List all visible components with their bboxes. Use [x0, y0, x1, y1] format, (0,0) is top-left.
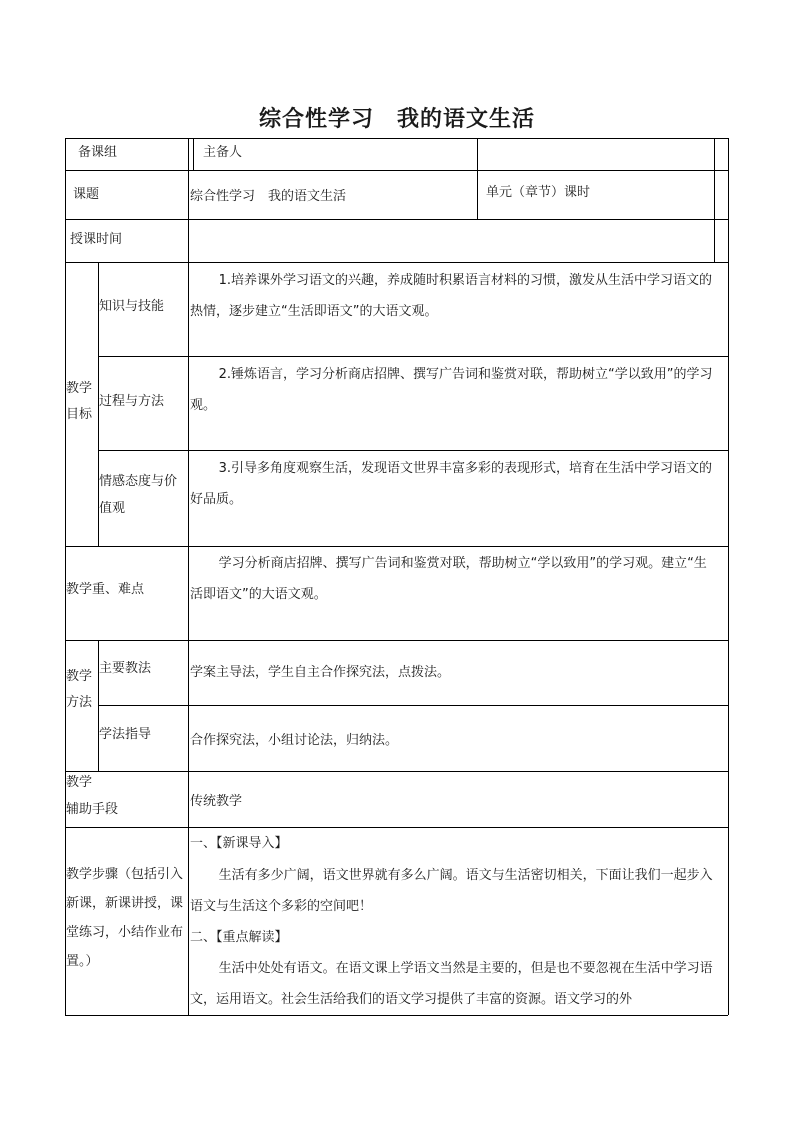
row-divider — [98, 356, 728, 357]
methods-label: 教学 — [66, 669, 93, 684]
steps-label: 教学步骤（包括引入新课，新课讲授，课堂练习，小结作业布置。） — [66, 867, 184, 969]
objective-label-knowledge: 知识与技能 — [99, 299, 165, 314]
col-divider — [714, 138, 715, 262]
time-label: 授课时间 — [70, 232, 123, 247]
objective-text-knowledge: 1.培养课外学习语文的兴趣，养成随时积累语言材料的习惯，激发从生活中学习语文的热情，逐步建立“生活即语文”的大语文观。 — [190, 273, 712, 319]
col-divider — [477, 138, 478, 219]
topic-label: 课题 — [73, 187, 100, 202]
aids-label-2: 辅助手段 — [66, 802, 119, 817]
group-label: 备课组 — [78, 145, 118, 160]
methods-label-2: 方法 — [66, 695, 93, 710]
row-divider — [98, 450, 728, 451]
row-divider — [65, 640, 728, 641]
row-divider — [65, 771, 728, 772]
teaching-method-value: 学案主导法，学生自主合作探究法，点拨法。 — [190, 665, 451, 680]
preparer-label: 主备人 — [203, 145, 243, 160]
page-title: 综合性学习 我的语文生活 — [258, 106, 535, 132]
unit-label: 单元（章节）课时 — [486, 185, 591, 200]
study-method-value: 合作探究法，小组讨论法，归纳法。 — [190, 733, 399, 748]
objective-text-process: 2.锤炼语言，学习分析商店招牌、撰写广告词和鉴赏对联，帮助树立“学以致用”的学习观。 — [190, 367, 713, 413]
row-divider — [65, 827, 728, 828]
section1-text: 生活有多少广阔，语文世界就有多么广阔。语文与生活密切相关，下面让我们一起步入语文与生活这个多彩的空间吧！ — [190, 868, 713, 914]
row-divider — [65, 262, 728, 263]
aids-value: 传统教学 — [190, 794, 243, 809]
objective-label-emotion: 情感态度与价 — [99, 474, 178, 489]
key-points-label: 教学重、难点 — [66, 582, 145, 597]
key-points-text: 学习分析商店招牌、撰写广告词和鉴赏对联，帮助树立“学以致用”的学习观。建立“生活即语文”的大语文观。 — [190, 556, 707, 602]
section2-heading: 二、【重点解读】 — [190, 930, 288, 945]
section1-heading: 一、【新课导入】 — [190, 836, 288, 851]
row-divider — [98, 705, 728, 706]
objective-text-emotion: 3.引导多角度观察生活，发现语文世界丰富多彩的表现形式，培育在生活中学习语文的好品质。 — [190, 461, 712, 507]
col-divider — [188, 138, 189, 1015]
objectives-label-2: 目标 — [66, 407, 93, 422]
row-divider — [65, 170, 728, 171]
row-divider — [65, 546, 728, 547]
objectives-label: 教学 — [66, 381, 93, 396]
study-method-label: 学法指导 — [99, 727, 152, 742]
topic-value: 综合性学习 我的语文生活 — [190, 189, 347, 204]
teaching-method-label: 主要教法 — [99, 661, 152, 676]
table-border-top — [65, 138, 728, 139]
table-border-bottom — [65, 1015, 728, 1016]
col-divider — [193, 138, 194, 170]
section2-text: 生活中处处有语文。在语文课上学语文当然是主要的，但是也不要忽视在生活中学习语文，运用语文。社会生活给我们的语文学习提供了丰富的资源。语文学习的外 — [190, 961, 713, 1007]
aids-label: 教学 — [66, 775, 93, 790]
objective-label-process: 过程与方法 — [99, 394, 165, 409]
objective-label-emotion-2: 值观 — [99, 501, 126, 516]
table-border-right — [728, 138, 729, 1015]
row-divider — [65, 219, 728, 220]
